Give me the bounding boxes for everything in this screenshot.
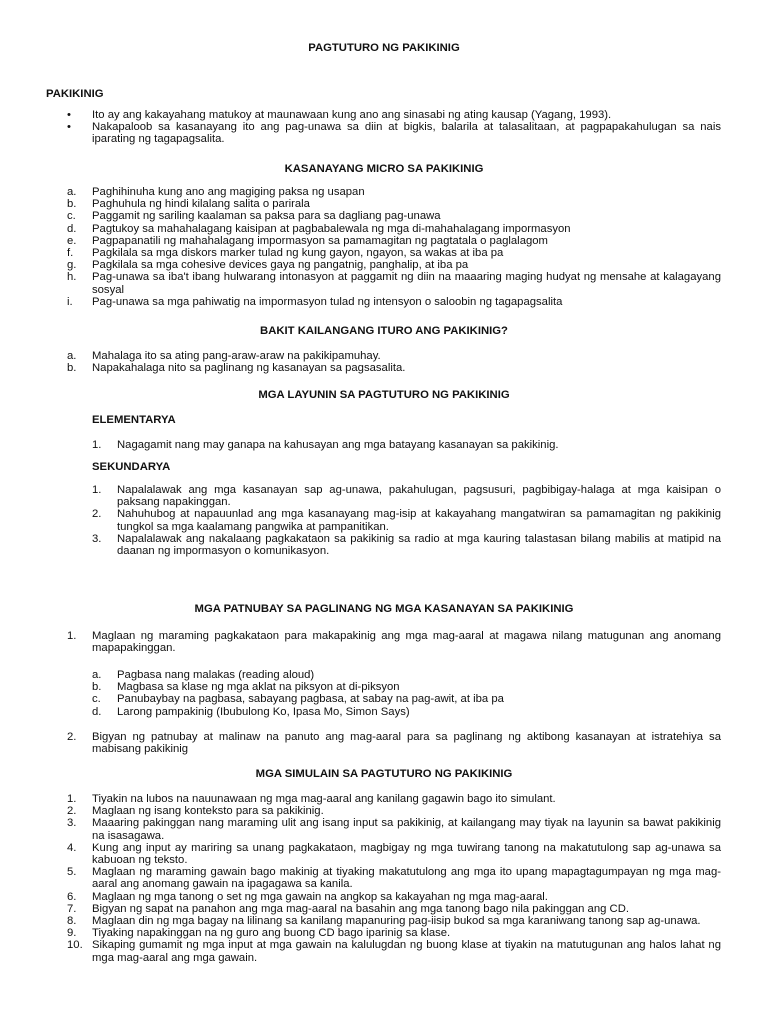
list-marker: b.: [67, 362, 77, 375]
list-marker: h.: [67, 271, 77, 284]
list-marker: 4.: [67, 841, 77, 854]
list-item: [67, 731, 721, 755]
list-item-text: Pag-unawa sa iba't ibang hulwarang intonasyon at paggamit ng diin na maaaring maging hudyat ng mensahe at kalagayang sosyal: [92, 271, 721, 296]
simulain-item: [67, 805, 721, 817]
list-item-text: Nakapaloob sa kasanayang ito ang pag-unawa sa diin at bigkis, balarila at talasalitaan, at pagpapakahulugan sa nais iparating ng tagapagsalita.: [92, 121, 721, 146]
list-marker: 2.: [67, 805, 77, 818]
list-marker: d.: [67, 222, 77, 235]
list-item-text: Pagkilala sa mga cohesive devices gaya ng pangatnig, panghalip, at iba pa: [92, 259, 469, 272]
list-marker: 8.: [67, 915, 77, 928]
section-heading-simulain: MGA SIMULAIN SA PAGTUTURO NG PAKIKINIG: [255, 768, 513, 780]
list-marker: 2.: [67, 731, 77, 743]
simulain-item: [67, 939, 721, 963]
list-item-text: Larong pampakinig (Ibubulong Ko, Ipasa Mo, Simon Says): [117, 705, 410, 718]
list-item-text: Paggamit ng sariling kaalaman sa paksa para sa dagliang pag-unawa: [92, 210, 441, 223]
list-item-text: Paghuhula ng hindi kilalang salita o parirala: [92, 198, 310, 211]
patnubay-sub-list: [92, 669, 721, 718]
simulain-item: [67, 891, 721, 903]
sekundarya-item: [92, 508, 721, 532]
list-marker: 2.: [92, 508, 102, 521]
list-item-text: Kung ang input ay mariring sa unang pagkakataon, magbigay ng mga tuwirang tanong na makatutulong sap ag-unawa sa kabuoan ng teksto.: [92, 841, 721, 867]
list-item-text: Magbasa sa klase ng mga aklat na piksyon at di-piksyon: [117, 681, 400, 694]
list-marker: a.: [67, 186, 77, 198]
list-item-text: Pagbasa nang malakas (reading aloud): [117, 669, 315, 681]
list-marker: i.: [67, 295, 73, 308]
patnubay-item-1: [67, 630, 721, 654]
micro-skills-list: [67, 186, 721, 308]
subheading-sekundarya: SEKUNDARYA: [92, 461, 171, 473]
section-heading-patnubay: MGA PATNUBAY SA PAGLINANG NG MGA KASANAYAN SA PAKIKINIG: [194, 603, 574, 615]
section-heading-micro: KASANAYANG MICRO SA PAKIKINIG: [284, 163, 484, 175]
simulain-item: [67, 866, 721, 890]
elementarya-list: [92, 439, 721, 451]
simulain-item: [67, 793, 721, 805]
list-item-text: Sikaping gumamit ng mga input at mga gawain na kalulugdan ng buong klase at tiyakin na matutugunan ang halos lahat ng mga mag-aaral ang mga gawain.: [92, 939, 721, 964]
section-heading-bakit: BAKIT KAILANGANG ITURO ANG PAKIKINIG?: [260, 325, 508, 337]
pakikinig-bullet-list: [67, 109, 721, 146]
simulain-list: [67, 793, 721, 964]
list-item-text: Paghihinuha kung ano ang magiging paksa ng usapan: [92, 186, 365, 198]
list-item-text: Maaaring pakinggan nang maraming ulit ang isang input sa pakikinig, at kailangang may tiyak na layunin sa bawat pakikinig na isasagawa.: [92, 817, 721, 842]
patnubay-sub-item: [92, 693, 721, 705]
list-item-text: Bigyan ng sapat na panahon ang mga mag-aaral na basahin ang mga tanong bago nila pakinggan ang CD.: [92, 902, 629, 915]
list-item-text: Maglaan ng isang konteksto para sa pakikinig.: [92, 805, 324, 818]
list-marker: 1.: [67, 793, 77, 805]
list-item-text: Panubaybay na pagbasa, sabayang pagbasa, at sabay na pag-awit, at iba pa: [117, 693, 504, 706]
bullet-item: [67, 121, 721, 145]
list-item-text: Pagkilala sa mga diskors marker tulad ng kung gayon, ngayon, sa wakas at iba pa: [92, 247, 504, 260]
list-item-text: Nahuhubog at napauunlad ang mga kasanayang mag-isip at kakayahang mangatwiran sa pamamagitan ng pakikinig tungkol sa mga kaalamang pangwika at pampanitikan.: [117, 508, 721, 533]
patnubay-sub-item: [92, 681, 721, 693]
list-item-text: Napalalawak ang mga kasanayan sap ag-unawa, pakahulugan, pagsusuri, pagbibigay-halaga at mga kaisipan o paksang napakinggan.: [117, 484, 721, 509]
list-item-text: Nagagamit nang may ganapa na kahusayan ang mga batayang kasanayan sa pakikinig.: [117, 439, 559, 451]
micro-skill-item: [67, 259, 721, 271]
micro-skill-item: [67, 223, 721, 235]
bullet-marker: •: [67, 109, 71, 121]
list-marker: a.: [67, 350, 77, 362]
list-item-text: Napalalawak ang nakalaang pagkakataon sa pakikinig sa radio at mga kauring talastasan bilang mabilis at matipid na daanan ng impormasyon o komunikasyon.: [117, 532, 721, 558]
micro-skill-item: [67, 271, 721, 295]
patnubay-sub-item: [92, 706, 721, 718]
bakit-item: [67, 350, 721, 362]
list-item-text: Maglaan ng mga tanong o set ng mga gawain na angkop sa kakayahan ng mga mag-aaral.: [92, 890, 548, 903]
simulain-item: [67, 903, 721, 915]
patnubay-item-2: [67, 731, 721, 755]
sekundarya-list: [92, 484, 721, 557]
sekundarya-item: [92, 484, 721, 508]
micro-skill-item: [67, 247, 721, 259]
bakit-item: [67, 362, 721, 374]
list-marker: c.: [67, 210, 76, 223]
bakit-list: [67, 350, 721, 374]
subheading-elementarya: ELEMENTARYA: [92, 414, 176, 426]
list-marker: 1.: [67, 630, 77, 642]
list-item-text: Pagpapanatili ng mahahalagang impormasyon sa pamamagitan ng pagtatala o paglalagom: [92, 234, 548, 247]
list-marker: 9.: [67, 927, 77, 940]
list-marker: 5.: [67, 866, 77, 879]
list-marker: g.: [67, 259, 77, 272]
elementarya-item: [92, 439, 721, 451]
micro-skill-item: [67, 198, 721, 210]
list-marker: 6.: [67, 890, 77, 903]
list-marker: c.: [92, 693, 101, 706]
simulain-item: [67, 927, 721, 939]
list-item-text: Maglaan ng maraming gawain bago makinig at tiyaking makatutulong ang mga ito upang mapagtagumpayan ng mga mag-aaral ang anomang gawain na ipagagawa sa kanila.: [92, 866, 721, 891]
list-marker: 7.: [67, 902, 77, 915]
micro-skill-item: [67, 296, 721, 308]
simulain-item: [67, 842, 721, 866]
section-heading-layunin: MGA LAYUNIN SA PAGTUTURO NG PAKIKINIG: [258, 389, 510, 401]
list-item-text: Pag-unawa sa mga pahiwatig na impormasyon tulad ng intensyon o saloobin ng tagapagsalita: [92, 295, 563, 308]
list-marker: a.: [92, 669, 102, 681]
list-item-text: Maglaan ng maraming pagkakataon para makapakinig ang mga mag-aaral at magawa nilang matugunan ang anomang mapapakinggan.: [92, 630, 721, 655]
list-marker: 1.: [92, 439, 102, 451]
list-item-text: Bigyan ng patnubay at malinaw na panuto ang mag-aaral para sa paglinang ng aktibong kasanayan at istratehiya sa mabisang pakikinig: [92, 731, 721, 756]
list-item: [67, 630, 721, 654]
bullet-marker: •: [67, 121, 71, 134]
list-item-text: Ito ay ang kakayahang matukoy at maunawaan kung ano ang sinasabi ng ating kausap (Yagang, 1993).: [92, 109, 612, 121]
list-marker: b.: [67, 198, 77, 211]
list-marker: 3.: [67, 817, 77, 830]
page-title: PAGTUTURO NG PAKIKINIG: [308, 42, 460, 54]
list-marker: e.: [67, 234, 77, 247]
list-marker: d.: [92, 705, 102, 718]
list-item-text: Tiyakin na lubos na nauunawaan ng mga mag-aaral ang kanilang gagawin bago ito simulant.: [92, 793, 556, 805]
list-marker: b.: [92, 681, 102, 694]
patnubay-sub-item: [92, 669, 721, 681]
list-item-text: Mahalaga ito sa ating pang-araw-araw na pakikipamuhay.: [92, 350, 381, 362]
list-item-text: Maglaan din ng mga bagay na lilinang sa kanilang mapanuring pag-iisip bukod sa mga karaniwang tanong sap ag-unawa.: [92, 915, 701, 928]
list-item-text: Tiyaking napakinggan na ng guro ang buong CD bago iparinig sa klase.: [92, 927, 451, 940]
list-marker: 1.: [92, 484, 102, 496]
micro-skill-item: [67, 210, 721, 222]
list-marker: 10.: [67, 939, 83, 952]
list-marker: 3.: [92, 532, 102, 545]
list-marker: f.: [67, 247, 74, 260]
section-heading-pakikinig: PAKIKINIG: [46, 88, 104, 100]
micro-skill-item: [67, 186, 721, 198]
list-item-text: Pagtukoy sa mahahalagang kaisipan at pagbabalewala ng mga di-mahahalagang impormasyon: [92, 222, 571, 235]
bullet-item: [67, 109, 721, 121]
simulain-item: [67, 915, 721, 927]
simulain-item: [67, 817, 721, 841]
list-item-text: Napakahalaga nito sa paglinang ng kasanayan sa pagsasalita.: [92, 362, 406, 375]
sekundarya-item: [92, 533, 721, 557]
micro-skill-item: [67, 235, 721, 247]
